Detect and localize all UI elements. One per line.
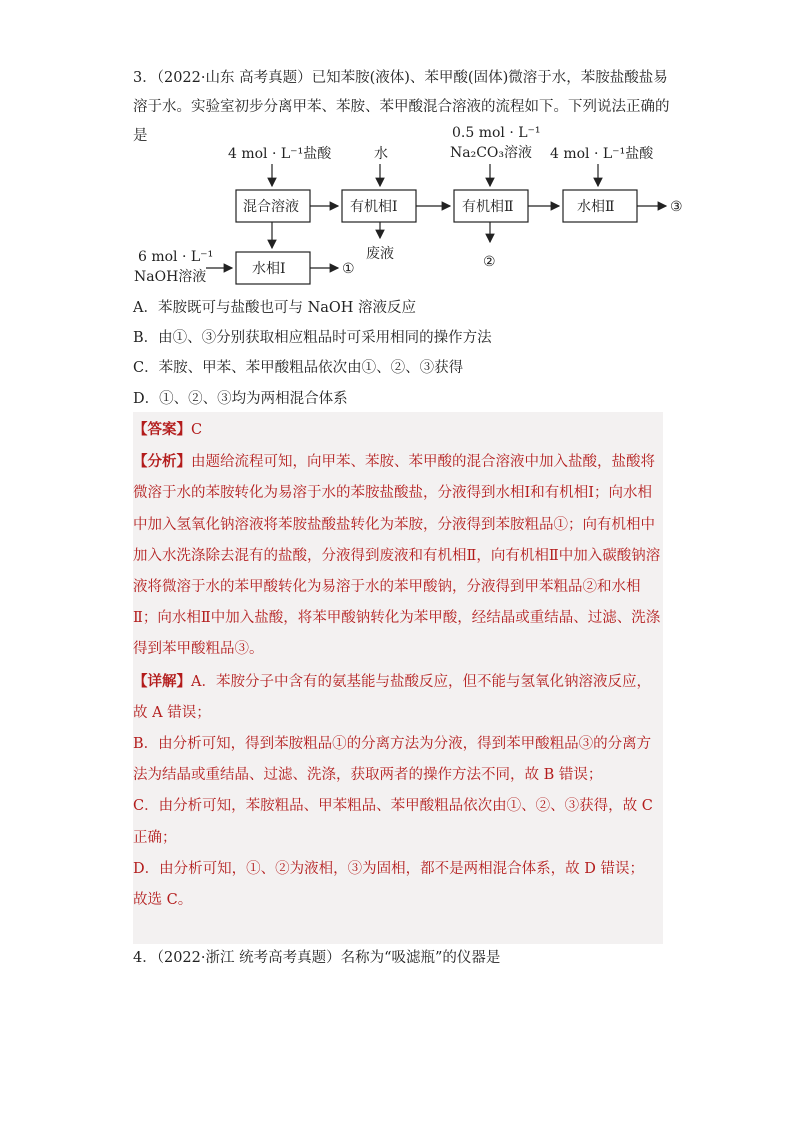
reagent-hcl-1: 4 mol · L⁻¹盐酸 — [228, 146, 332, 162]
question-4-stem: 4．（2022·浙江 统考高考真题）名称为“吸滤瓶”的仪器是 — [133, 950, 501, 966]
detail-a-text: A．苯胺分子中含有的氨基能与盐酸反应，但不能与氢氧化钠溶液反应，故 A 错误； — [133, 673, 651, 721]
separation-flowchart — [130, 118, 700, 290]
analysis-tag: 【分析】 — [133, 453, 191, 471]
reagent-hcl-2: 4 mol · L⁻¹盐酸 — [550, 146, 654, 162]
option-d: D．①、②、③均为两相混合体系 — [133, 391, 348, 407]
answer-value: C — [191, 422, 203, 438]
output-2: ② — [483, 254, 496, 270]
answer-line — [133, 414, 663, 446]
reagent-na2co3-conc: 0.5 mol · L⁻¹ — [452, 125, 541, 141]
waste-label: 废液 — [366, 246, 394, 262]
detail-tag: 【详解】 — [133, 672, 191, 690]
analysis-paragraph — [133, 446, 663, 665]
reagent-naoh-conc: 6 mol · L⁻¹ — [138, 249, 214, 265]
detail-c-text: C．由分析可知，苯胺粗品、甲苯粗品、苯甲酸粗品依次由①、②、③获得，故 C 正确； — [133, 798, 653, 846]
option-b: B．由①、③分别获取相应粗品时可采用相同的操作方法 — [133, 330, 492, 346]
output-3: ③ — [670, 199, 683, 215]
box-aqueous-1-label: 水相Ⅰ — [252, 261, 286, 277]
option-a: A．苯胺既可与盐酸也可与 NaOH 溶液反应 — [133, 300, 417, 316]
analysis-text: 由题给流程可知，向甲苯、苯胺、苯甲酸的混合溶液中加入盐酸，盐酸将微溶于水的苯胺转化为易溶于水的苯胺盐酸盐，分液得到水相Ⅰ和有机相Ⅰ；向水相中加入氢氧化钠溶液将苯胺盐酸盐转化为苯胺，分液得到苯胺粗品①；向有机相中加入水洗涤除去混有的盐酸，分液得到废液和有机相Ⅱ，向有机相Ⅱ中加入碳酸钠溶液将微溶于水的苯甲酸转化为易溶于水的苯甲酸钠，分液得到甲苯粗品②和水相Ⅱ；向水相Ⅱ中加入盐酸，将苯甲酸钠转化为苯甲酸，经结晶或重结晶、过滤、洗涤得到苯甲酸粗品③。 — [133, 454, 661, 658]
box-aqueous-2-label: 水相Ⅱ — [577, 199, 615, 215]
answer-content — [133, 414, 663, 916]
option-c: C．苯胺、甲苯、苯甲酸粗品依次由①、②、③获得 — [133, 360, 464, 376]
box-mixture-label: 混合溶液 — [243, 199, 299, 215]
reagent-water: 水 — [374, 146, 388, 162]
conclusion-text: 故选 C。 — [133, 892, 193, 909]
detail-b-text: B．由分析可知，得到苯胺粗品①的分离方法为分液，得到苯甲酸粗品③的分离方法为结晶或重结晶、过滤、洗涤，获取两者的操作方法不同，故 B 错误； — [133, 736, 652, 784]
output-1: ① — [342, 261, 355, 277]
box-organic-2-label: 有机相Ⅱ — [462, 199, 514, 215]
question-3-stem: 3．（2022·山东 高考真题）已知苯胺(液体)、苯甲酸(固体)微溶于水，苯胺盐酸盐易溶于水。实验室初步分离甲苯、苯胺、苯甲酸混合溶液的流程如下。下列说法正确的是 — [133, 70, 670, 144]
box-organic-1-label: 有机相Ⅰ — [350, 199, 398, 215]
answer-tag: 【答案】 — [133, 421, 191, 438]
detail-d-text: D．由分析可知，①、②为液相，③为固相，都不是两相混合体系，故 D 错误； — [133, 860, 644, 877]
reagent-na2co3: Na₂CO₃溶液 — [450, 145, 533, 161]
reagent-naoh: NaOH溶液 — [134, 269, 207, 285]
detail-paragraph-a — [133, 666, 663, 729]
